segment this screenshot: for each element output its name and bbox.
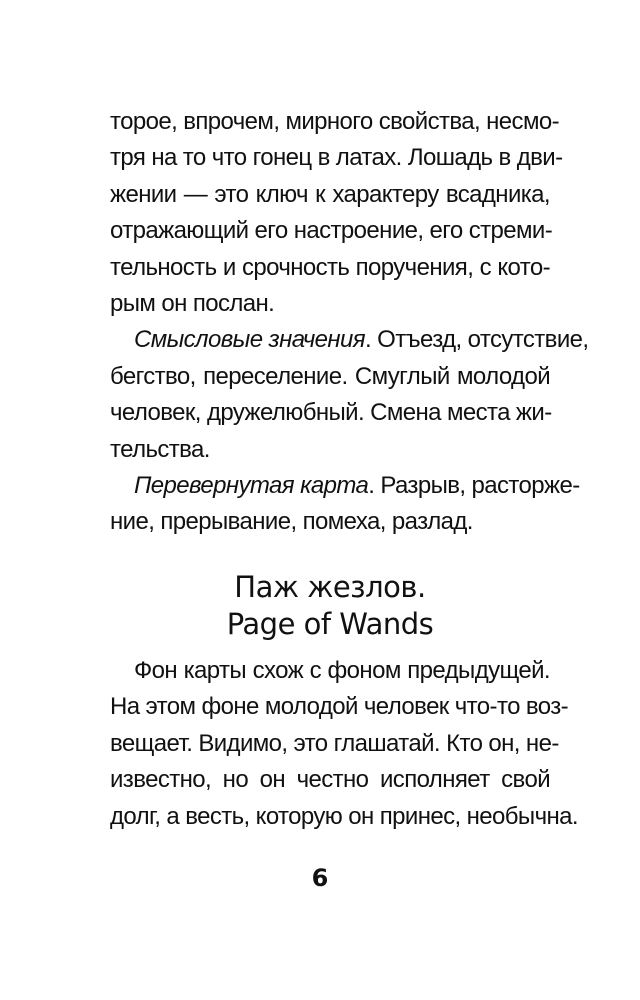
text-line: тря на то что гонец в латах. Лошадь в дви- — [110, 144, 563, 172]
text-line: бегство, переселение. Смуглый молодой — [110, 362, 550, 390]
page-number: 6 — [311, 864, 329, 892]
text-line: ние, прерывание, помеха, разлад. — [110, 508, 473, 536]
text-line — [110, 322, 589, 358]
paragraph-reversed — [110, 468, 580, 541]
meanings-label: Смысловые значения — [134, 326, 365, 354]
section-heading — [110, 569, 550, 643]
heading-line-russian: Паж жезлов. — [234, 569, 426, 604]
text-fragment: . Разрыв, расторже- — [368, 472, 580, 500]
text-line: торое, впрочем, мирного свойства, несмо- — [110, 108, 559, 135]
reversed-label: Перевернутая карта — [134, 472, 369, 500]
heading-line-english: Page of Wands — [226, 606, 434, 641]
text-line: отражающий его настроение, его стреми- — [110, 217, 553, 245]
text-line: Фон карты схож с фоном предыдущей. — [134, 656, 550, 684]
text-line: вещает. Видимо, это глашатай. Кто он, не- — [110, 729, 559, 757]
text-line: человек, дружелюбный. Смена места жи- — [110, 399, 552, 427]
text-line: рым он послан. — [110, 290, 275, 318]
text-line: тельность и срочность поручения, с кото- — [110, 253, 550, 281]
text-line: долг, а весть, которую он принес, необычна. — [110, 802, 578, 830]
text-line: известно, но он честно исполняет свой — [110, 766, 550, 794]
paragraph-description — [110, 653, 578, 835]
text-fragment: . Отъезд, отсутствие, — [364, 326, 589, 354]
text-line — [110, 468, 580, 504]
paragraph-meanings — [110, 322, 589, 468]
text-line: тельства. — [110, 435, 210, 463]
paragraph-1 — [110, 104, 563, 322]
text-line: На этом фоне молодой человек что-то воз- — [110, 693, 569, 721]
book-page — [110, 104, 589, 835]
text-line: жении — это ключ к характеру всадника, — [110, 180, 550, 208]
